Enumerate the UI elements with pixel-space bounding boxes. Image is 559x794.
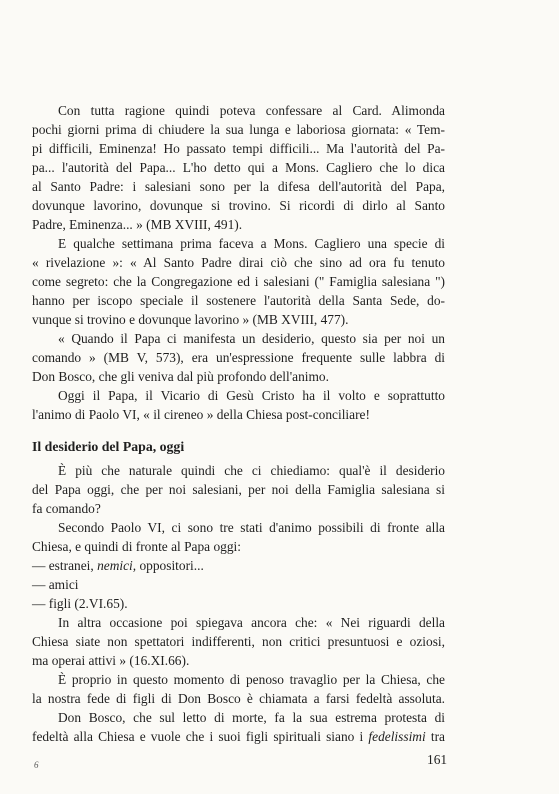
- signature-mark: 6: [34, 760, 39, 770]
- text-line: fa comando?: [32, 501, 101, 516]
- text-line: È proprio in questo momento di penoso travaglio per la Chiesa, che: [58, 672, 445, 687]
- page-number: 161: [427, 752, 448, 767]
- text-line: al Santo Padre: i salesiani sono per la difesa dell'autorità del Papa,: [32, 179, 445, 194]
- list-item: — figli (2.VI.65).: [32, 596, 128, 611]
- text-line: come segreto: che la Congregazione ed i salesiani (" Famiglia salesiana "): [32, 274, 445, 289]
- text-line: la nostra fede di figli di Don Bosco è chiamata a farsi fedeltà assoluta.: [32, 691, 445, 706]
- list-item: — estranei, nemici, oppositori...: [32, 558, 204, 573]
- text-line: « Quando il Papa ci manifesta un desiderio, questo sia per noi un: [58, 331, 445, 346]
- text-line: pa... l'autorità del Papa... L'ho detto qui a Mons. Cagliero che lo dica: [32, 160, 445, 175]
- text-line: comando » (MB V, 573), era un'espressione frequente sulle labbra di: [32, 350, 445, 365]
- section-heading: Il desiderio del Papa, oggi: [32, 439, 185, 454]
- text-line: l'animo di Paolo VI, « il cireneo » della Chiesa post-conciliare!: [32, 407, 370, 422]
- text-line: Padre, Eminenza... » (MB XVIII, 491).: [32, 217, 243, 232]
- text-line: Chiesa, e quindi di fronte al Papa oggi:: [32, 539, 241, 554]
- text-line: Con tutta ragione quindi poteva confessare al Card. Alimonda: [58, 103, 445, 118]
- text-line: hanno per iscopo speciale il sostenere l'autorità della Santa Sede, do-: [32, 293, 445, 308]
- text-line: vunque si trovino e dovunque lavorino » (MB XVIII, 477).: [32, 312, 349, 327]
- text-line: dovunque lavorino, dovunque si trovino. Si ricordi di dirlo al Santo: [32, 198, 445, 213]
- text-line: È più che naturale quindi che ci chiediamo: qual'è il desiderio: [58, 463, 445, 478]
- text-line: fedeltà alla Chiesa e vuole che i suoi figli spirituali siano i fedelissimi tra: [32, 729, 445, 744]
- text-line: E qualche settimana prima faceva a Mons. Cagliero una specie di: [58, 236, 445, 251]
- text-line: pi difficili, Eminenza! Ho passato tempi difficili... Ma l'autorità del Pa-: [32, 141, 445, 156]
- text-line: In altra occasione poi spiegava ancora che: « Nei riguardi della: [58, 615, 445, 630]
- text-line: del Papa oggi, che per noi salesiani, per noi della Famiglia salesiana si: [32, 482, 445, 497]
- text-line: ma operai attivi » (16.XI.66).: [32, 653, 190, 668]
- text-line: Oggi il Papa, il Vicario di Gesù Cristo ha il volto e soprattutto: [58, 388, 445, 403]
- text-line: Don Bosco, che sul letto di morte, fa la sua estrema protesta di: [58, 710, 445, 725]
- text-line: Secondo Paolo VI, ci sono tre stati d'animo possibili di fronte alla: [58, 520, 445, 535]
- list-item: — amici: [32, 577, 79, 592]
- text-line: pochi giorni prima di chiudere la sua lunga e laboriosa giornata: « Tem-: [32, 122, 445, 137]
- text-line: Don Bosco, che gli veniva dal più profondo dell'animo.: [32, 369, 329, 384]
- text-line: « rivelazione »: « Al Santo Padre dirai ciò che sino ad ora fu tenuto: [32, 255, 445, 270]
- text-line: Chiesa siate non spettatori indifferenti, non critici presuntuosi e oziosi,: [32, 634, 445, 649]
